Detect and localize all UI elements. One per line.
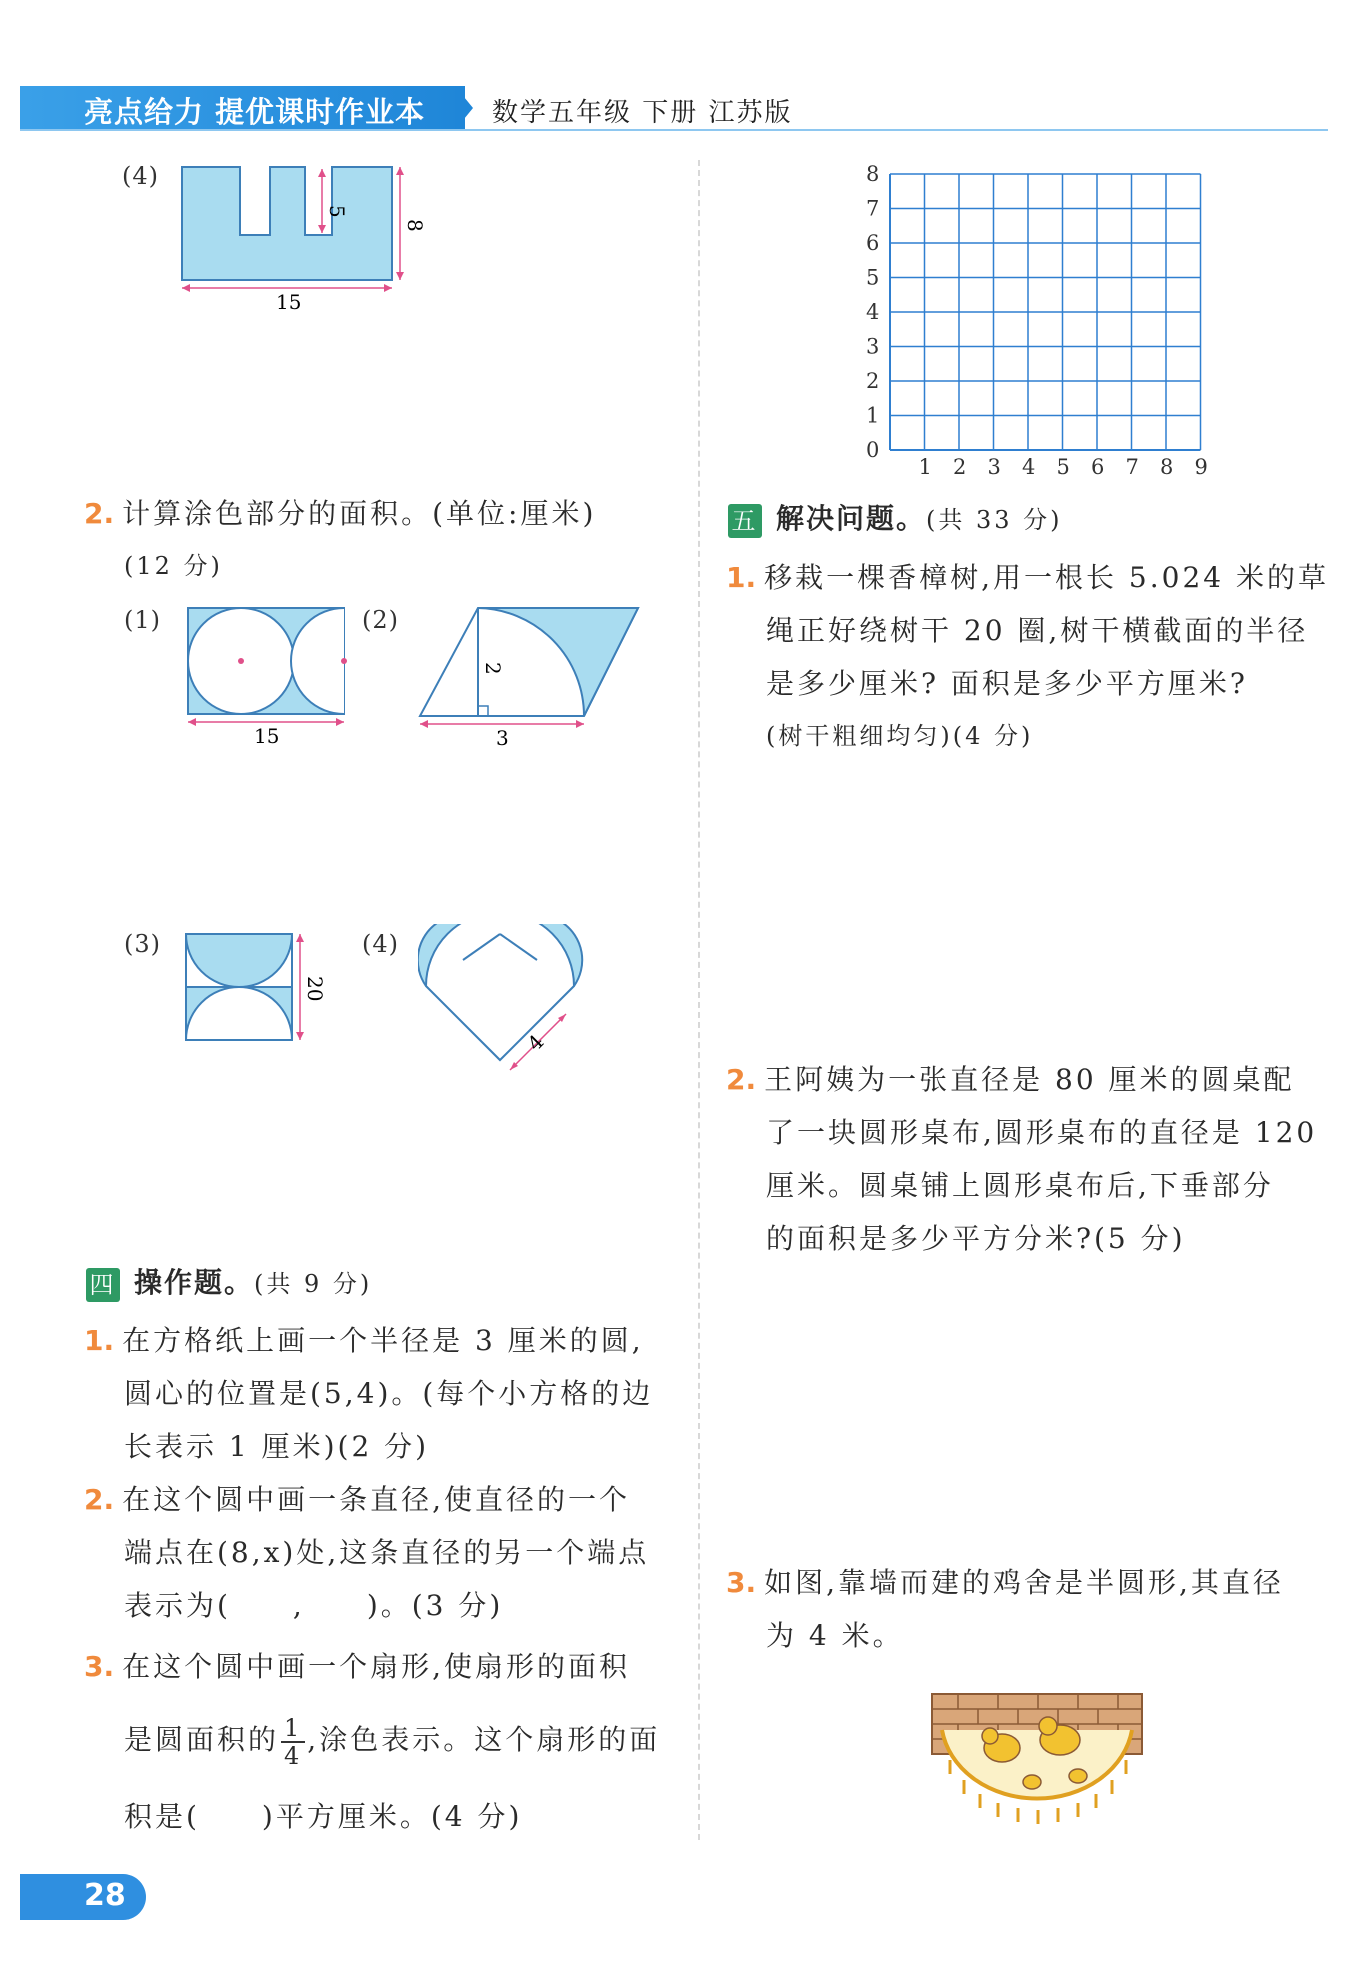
sec5-q1-l2: 绳正好绕树干 20 圈,树干横截面的半径 xyxy=(766,614,1309,647)
sec5-q1-l3: 是多少厘米? 面积是多少平方厘米? xyxy=(766,667,1248,700)
header-rule xyxy=(20,129,1328,131)
fig1-dim: 15 xyxy=(254,724,280,748)
fig2-dim-h: 2 xyxy=(481,662,505,675)
column-divider xyxy=(698,160,700,1840)
grid-y-tick: 7 xyxy=(866,196,880,221)
header-brand: 亮点给力 提优课时作业本 xyxy=(84,95,426,129)
u-dim-15: 15 xyxy=(276,290,302,314)
grid-y-tick: 2 xyxy=(866,369,880,393)
sec5-q1-l4: (树干粗细均匀)(4 分) xyxy=(766,722,1034,750)
chicken-coop-illustration xyxy=(928,1690,1148,1840)
grid-x-tick: 7 xyxy=(1125,455,1139,479)
fig2-dim-w: 3 xyxy=(496,726,509,750)
fig4-label: (4) xyxy=(362,930,399,958)
sec5-heading: 五 解决问题。(共 33 分) xyxy=(728,492,1063,547)
sec5-q2-l3: 厘米。圆桌铺上圆形桌布后,下垂部分 xyxy=(766,1169,1274,1202)
sec5-q2-l1: 2. 王阿姨为一张直径是 80 厘米的圆桌配 xyxy=(726,1063,1295,1096)
u-dim-5: 5 xyxy=(325,205,349,218)
header-subtitle: 数学五年级 下册 江苏版 xyxy=(492,98,793,128)
grid-y-tick: 6 xyxy=(866,231,880,255)
header-band-notch xyxy=(455,86,473,130)
sec4-q1-l2: 圆心的位置是(5,4)。(每个小方格的边 xyxy=(124,1377,654,1410)
sec5-q2-l4: 的面积是多少平方分米?(5 分) xyxy=(766,1222,1186,1255)
grid-y-tick: 0 xyxy=(866,438,880,462)
u-shape-figure xyxy=(170,155,430,315)
sec5-q3-l1: 3. 如图,靠墙而建的鸡舍是半圆形,其直径 xyxy=(726,1566,1284,1599)
grid-x-tick: 6 xyxy=(1091,455,1105,479)
fig3-label: (3) xyxy=(124,930,161,958)
grid-x-tick: 5 xyxy=(1056,455,1070,479)
page-number: 28 xyxy=(84,1878,126,1913)
sec5-q1-l1: 1. 移栽一棵香樟树,用一根长 5.024 米的草 xyxy=(726,561,1329,594)
sec4-q3-l1: 3. 在这个圆中画一个扇形,使扇形的面积 xyxy=(84,1650,631,1683)
sec4-q2-l3: 表示为( , )。(3 分) xyxy=(124,1589,504,1622)
sec4-q1-l3: 长表示 1 厘米)(2 分) xyxy=(124,1430,430,1463)
fig1-label: (1) xyxy=(124,606,161,634)
grid-x-tick: 4 xyxy=(1022,455,1036,479)
sec4-q2-l2: 端点在(8,x)处,这条直径的另一个端点 xyxy=(124,1536,650,1569)
grid-y-tick: 1 xyxy=(866,403,880,428)
u-dim-8: 8 xyxy=(403,219,427,232)
coordinate-grid xyxy=(862,162,1212,482)
grid-x-tick: 1 xyxy=(918,455,932,479)
sec4-q1-l1: 1. 在方格纸上画一个半径是 3 厘米的圆, xyxy=(84,1324,644,1357)
sec5-q3-l2: 为 4 米。 xyxy=(766,1619,904,1652)
fig3-square-arcs xyxy=(178,926,328,1056)
sec4-heading: 四 操作题。(共 9 分) xyxy=(86,1256,372,1311)
grid-y-tick: 3 xyxy=(866,334,880,359)
grid-x-tick: 8 xyxy=(1160,455,1174,479)
grid-x-tick: 2 xyxy=(953,455,967,479)
grid-x-tick: 3 xyxy=(987,455,1001,479)
fig3-dim: 20 xyxy=(303,976,327,1002)
sec4-q3-l2: 是圆面积的 $\frac{1}{4}$ ,涂色表示。这个扇形的面 xyxy=(124,1713,661,1770)
page-number-tab xyxy=(20,1874,146,1920)
fig4-dim: 4 xyxy=(522,1029,549,1056)
fig1-rect-circles xyxy=(180,600,360,750)
sec4-badge: 四 xyxy=(86,1268,120,1302)
fraction-one-quarter: $\frac{1}{4}$ xyxy=(281,1715,305,1769)
q2-line2: (12 分) xyxy=(124,552,223,580)
sec5-q2-l2: 了一块圆形桌布,圆形桌布的直径是 120 xyxy=(766,1116,1318,1149)
q2-number: 2. xyxy=(84,497,115,530)
fig-top-label: (4) xyxy=(122,162,159,190)
fig2-label: (2) xyxy=(362,606,399,634)
q2-line1: 2. 计算涂色部分的面积。(单位:厘米) xyxy=(84,497,597,530)
grid-x-tick: 9 xyxy=(1194,455,1208,479)
grid-y-tick: 5 xyxy=(866,265,880,290)
sec4-q3-l3: 积是( )平方厘米。(4 分) xyxy=(124,1800,523,1833)
fig4-heart xyxy=(418,924,588,1094)
sec4-q2-l1: 2. 在这个圆中画一条直径,使直径的一个 xyxy=(84,1483,631,1516)
grid-y-tick: 8 xyxy=(866,162,880,186)
grid-y-tick: 4 xyxy=(866,300,880,324)
sec5-badge: 五 xyxy=(728,504,762,538)
fig2-parallelogram xyxy=(412,600,652,750)
